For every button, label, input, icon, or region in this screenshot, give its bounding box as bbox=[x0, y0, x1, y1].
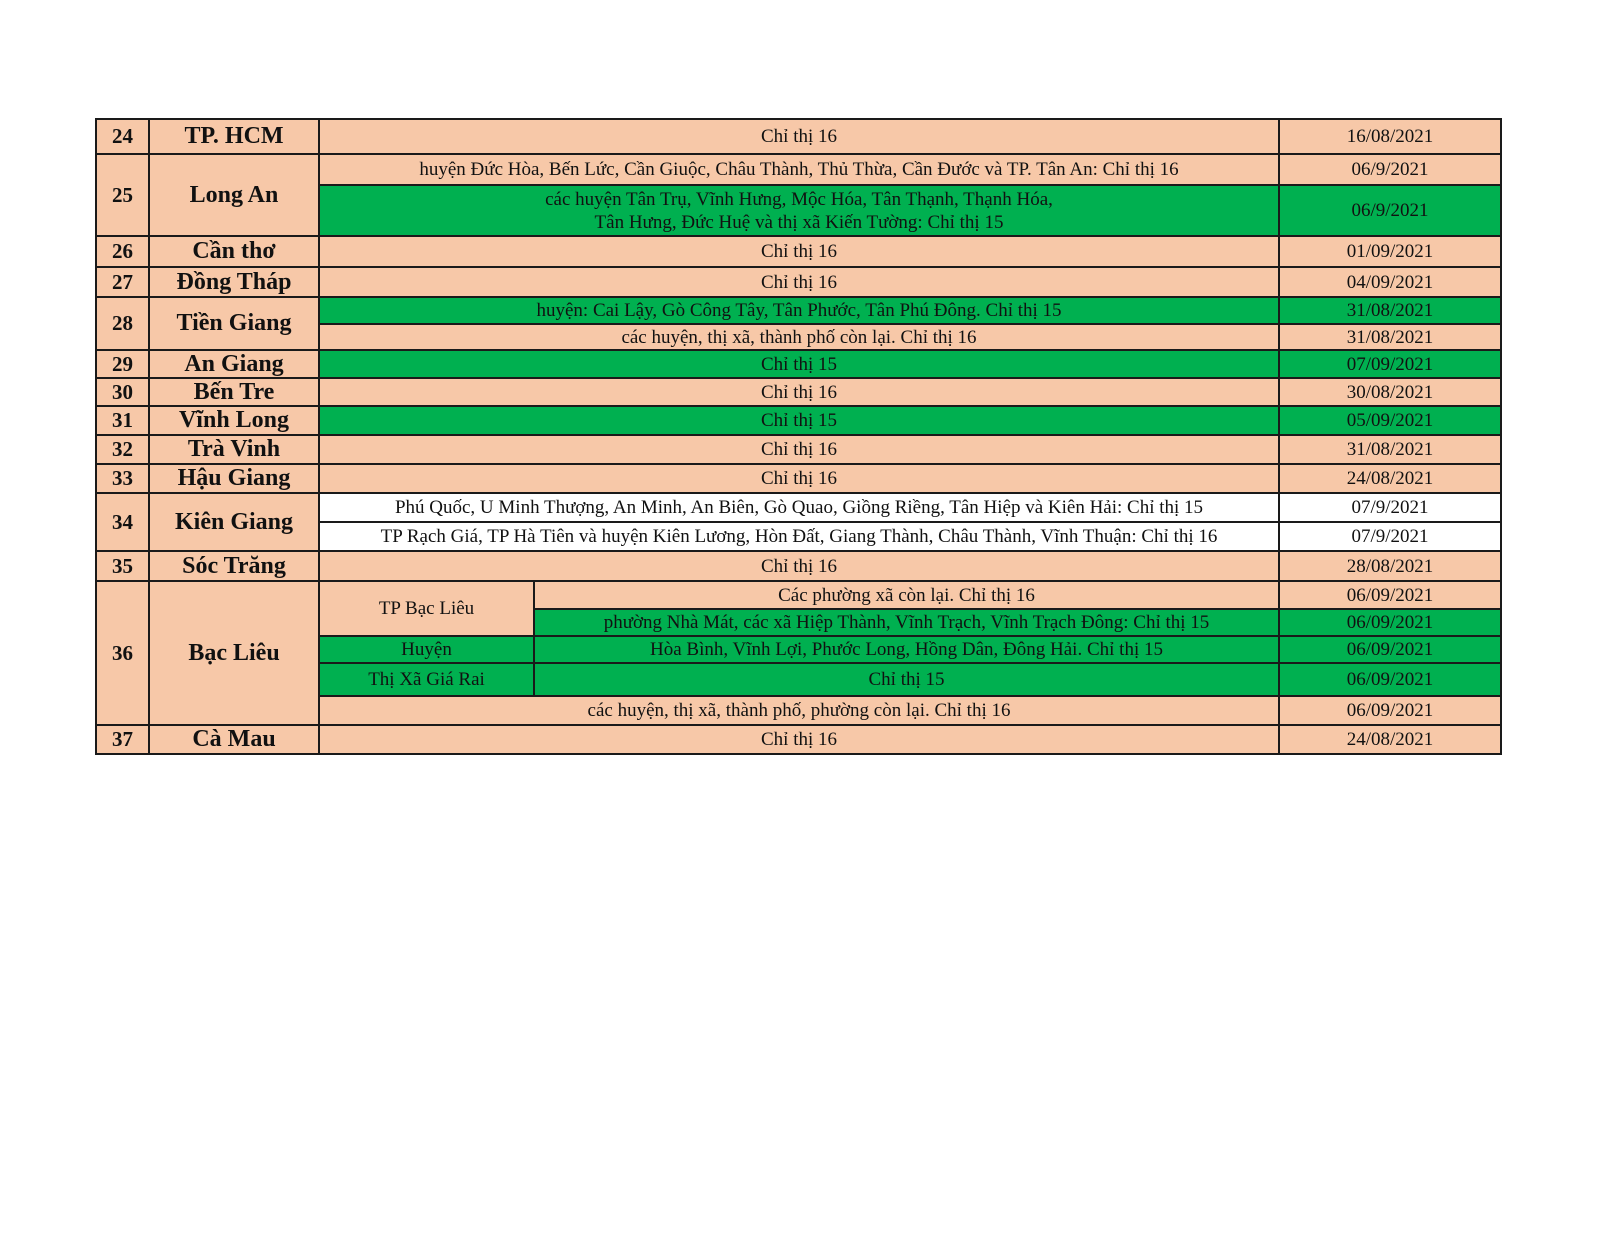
effective-date: 31/08/2021 bbox=[1279, 435, 1501, 464]
policy-cell: Chỉ thị 16 bbox=[319, 725, 1279, 754]
sub-area: TP Bạc Liêu bbox=[319, 581, 534, 636]
table-row bbox=[96, 406, 1501, 435]
policy-cell: Chỉ thị 16 bbox=[319, 119, 1279, 154]
effective-date: 24/08/2021 bbox=[1279, 725, 1501, 754]
effective-date: 01/09/2021 bbox=[1279, 236, 1501, 267]
policy-cell: Chỉ thị 16 bbox=[319, 236, 1279, 267]
province-name: Hậu Giang bbox=[149, 464, 319, 493]
province-name: Bến Tre bbox=[149, 378, 319, 406]
policy-cell: TP Rạch Giá, TP Hà Tiên và huyện Kiên Lương, Hòn Đất, Giang Thành, Châu Thành, Vĩnh Thuận: Chỉ thị 16 bbox=[319, 522, 1279, 551]
sub-area: Thị Xã Giá Rai bbox=[319, 663, 534, 696]
row-number: 35 bbox=[96, 551, 149, 581]
policy-cell: Hòa Bình, Vĩnh Lợi, Phước Long, Hồng Dân, Đông Hải. Chỉ thị 15 bbox=[534, 636, 1279, 663]
province-name: Bạc Liêu bbox=[149, 581, 319, 725]
table-row bbox=[96, 551, 1501, 581]
effective-date: 06/09/2021 bbox=[1279, 696, 1501, 725]
row-number: 34 bbox=[96, 493, 149, 551]
table-row bbox=[96, 154, 1501, 185]
row-number: 32 bbox=[96, 435, 149, 464]
effective-date: 06/09/2021 bbox=[1279, 609, 1501, 636]
policy-cell: Chỉ thị 16 bbox=[319, 378, 1279, 406]
province-name: Kiên Giang bbox=[149, 493, 319, 551]
effective-date: 07/09/2021 bbox=[1279, 350, 1501, 378]
effective-date: 06/09/2021 bbox=[1279, 663, 1501, 696]
policy-cell: Chỉ thị 15 bbox=[319, 406, 1279, 435]
covid-measures-table bbox=[95, 118, 1502, 755]
effective-date: 30/08/2021 bbox=[1279, 378, 1501, 406]
province-name: Sóc Trăng bbox=[149, 551, 319, 581]
policy-cell bbox=[319, 185, 1279, 236]
table-row bbox=[96, 581, 1501, 609]
table-row bbox=[96, 297, 1501, 324]
policy-cell: huyện: Cai Lậy, Gò Công Tây, Tân Phước, Tân Phú Đông. Chỉ thị 15 bbox=[319, 297, 1279, 324]
province-name: Vĩnh Long bbox=[149, 406, 319, 435]
policy-cell: Chỉ thị 15 bbox=[534, 663, 1279, 696]
effective-date: 24/08/2021 bbox=[1279, 464, 1501, 493]
row-number: 25 bbox=[96, 154, 149, 236]
row-number: 30 bbox=[96, 378, 149, 406]
row-number: 28 bbox=[96, 297, 149, 350]
effective-date: 16/08/2021 bbox=[1279, 119, 1501, 154]
table-row bbox=[96, 350, 1501, 378]
policy-line: Tân Hưng, Đức Huệ và thị xã Kiến Tường: Chỉ thị 15 bbox=[594, 211, 1004, 233]
province-name: Trà Vinh bbox=[149, 435, 319, 464]
row-number: 33 bbox=[96, 464, 149, 493]
province-name: Đồng Tháp bbox=[149, 267, 319, 297]
province-name: Cần thơ bbox=[149, 236, 319, 267]
row-number: 26 bbox=[96, 236, 149, 267]
effective-date: 06/9/2021 bbox=[1279, 154, 1501, 185]
effective-date: 31/08/2021 bbox=[1279, 324, 1501, 350]
province-name: Tiền Giang bbox=[149, 297, 319, 350]
policy-cell: Chỉ thị 16 bbox=[319, 267, 1279, 297]
row-number: 24 bbox=[96, 119, 149, 154]
policy-cell: các huyện, thị xã, thành phố, phường còn lại. Chỉ thị 16 bbox=[319, 696, 1279, 725]
policy-cell: Chỉ thị 16 bbox=[319, 551, 1279, 581]
effective-date: 07/9/2021 bbox=[1279, 493, 1501, 522]
row-number: 29 bbox=[96, 350, 149, 378]
effective-date: 07/9/2021 bbox=[1279, 522, 1501, 551]
table-row bbox=[96, 493, 1501, 522]
policy-line: các huyện Tân Trụ, Vĩnh Hưng, Mộc Hóa, Tân Thạnh, Thạnh Hóa, bbox=[545, 188, 1053, 210]
policy-cell: Các phường xã còn lại. Chỉ thị 16 bbox=[534, 581, 1279, 609]
effective-date: 31/08/2021 bbox=[1279, 297, 1501, 324]
table-row bbox=[96, 725, 1501, 754]
policy-cell: huyện Đức Hòa, Bến Lức, Cần Giuộc, Châu Thành, Thủ Thừa, Cần Đước và TP. Tân An: Chỉ thị 16 bbox=[319, 154, 1279, 185]
province-name: Cà Mau bbox=[149, 725, 319, 754]
table-row bbox=[96, 378, 1501, 406]
policy-cell: các huyện, thị xã, thành phố còn lại. Chỉ thị 16 bbox=[319, 324, 1279, 350]
effective-date: 04/09/2021 bbox=[1279, 267, 1501, 297]
policy-cell: Chỉ thị 16 bbox=[319, 435, 1279, 464]
policy-cell: Phú Quốc, U Minh Thượng, An Minh, An Biên, Gò Quao, Giồng Riềng, Tân Hiệp và Kiên Hải: Chỉ thị 15 bbox=[319, 493, 1279, 522]
table-row bbox=[96, 267, 1501, 297]
province-name: TP. HCM bbox=[149, 119, 319, 154]
policy-cell: phường Nhà Mát, các xã Hiệp Thành, Vĩnh Trạch, Vĩnh Trạch Đông: Chỉ thị 15 bbox=[534, 609, 1279, 636]
row-number: 31 bbox=[96, 406, 149, 435]
policy-cell: Chỉ thị 15 bbox=[319, 350, 1279, 378]
row-number: 36 bbox=[96, 581, 149, 725]
effective-date: 28/08/2021 bbox=[1279, 551, 1501, 581]
row-number: 37 bbox=[96, 725, 149, 754]
province-name: Long An bbox=[149, 154, 319, 236]
effective-date: 05/09/2021 bbox=[1279, 406, 1501, 435]
table-row bbox=[96, 464, 1501, 493]
effective-date: 06/09/2021 bbox=[1279, 636, 1501, 663]
table-row bbox=[96, 435, 1501, 464]
policy-cell: Chỉ thị 16 bbox=[319, 464, 1279, 493]
row-number: 27 bbox=[96, 267, 149, 297]
effective-date: 06/09/2021 bbox=[1279, 581, 1501, 609]
effective-date: 06/9/2021 bbox=[1279, 185, 1501, 236]
table-row bbox=[96, 119, 1501, 154]
province-name: An Giang bbox=[149, 350, 319, 378]
sub-area: Huyện bbox=[319, 636, 534, 663]
table-row bbox=[96, 236, 1501, 267]
